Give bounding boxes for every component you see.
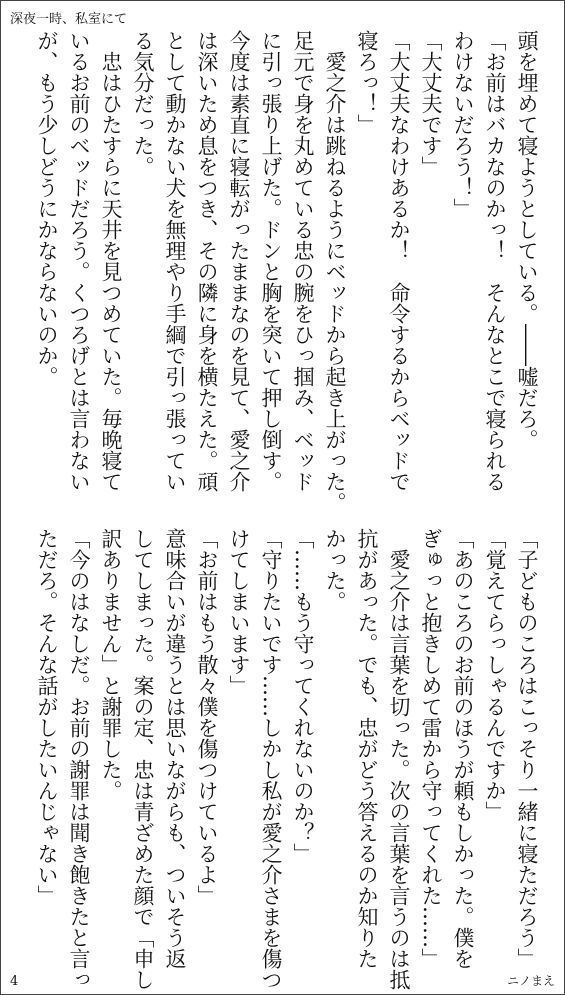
text-line: してしまった。案の定、忠は青ざめた顔で「申し (131, 528, 155, 990)
text-line: わけないだろう！」 (451, 30, 475, 219)
running-header: 深夜一時、私室にて (10, 12, 128, 27)
text-line: として動かない犬を無理やり手綱で引っ張ってい (163, 30, 187, 492)
text-line: 「お前はもう散々僕を傷つけているよ」 (195, 528, 219, 906)
text-line: に引っ張り上げた。ドンと胸を突いて押し倒す。 (259, 30, 283, 492)
text-line: は深いため息をつき、その隣に身を横たえた。頑 (195, 30, 219, 492)
text-line: 愛之介は言葉を切った。次の言葉を言うのは抵 (387, 528, 411, 990)
text-block-upper (21, 30, 543, 513)
text-line: 今度は素直に寝転がったままなのを見て、愛之介 (227, 30, 251, 492)
text-line: けてしまいます」 (227, 528, 251, 696)
text-line: ただろ。そんな話がしたいんじゃない」 (35, 528, 59, 906)
text-line: 「覚えてらっしゃるんですか」 (483, 528, 507, 822)
text-line: 「大丈夫です」 (419, 30, 443, 177)
text-line: 足元で身を丸めている忠の腕をひっ掴み、ベッド (291, 30, 315, 492)
page-number: 4 (10, 974, 19, 989)
text-line: 抗があった。でも、忠がどう答えるのか知りた (355, 528, 379, 969)
text-line: 寝ろっ！」 (355, 30, 379, 135)
text-line: 「……もう守ってくれないのか？」 (291, 528, 315, 864)
text-line: 「あのころのお前のほうが頼もしかった。僕を (451, 528, 475, 969)
book-title: ニノまえ (506, 974, 555, 988)
text-line: 訳ありません」と謝罪した。 (99, 528, 123, 801)
text-line: 「大丈夫なわけあるか！ 命令するからベッドで (387, 30, 411, 492)
text-line: 「今のはなしだ。お前の謝罪は聞き飽きたと言っ (67, 528, 91, 990)
text-line: が、もう少しどうにかならないのか。 (35, 30, 59, 387)
text-line: ぎゅっと抱きしめて雷から守ってくれた……」 (419, 528, 443, 969)
text-line: いるお前のベッドだろう。くつろげとは言わない (67, 30, 91, 492)
text-line: 頭を埋めて寝ようとしている。――嘘だろ。 (515, 30, 539, 450)
text-line: 意味合いが違うとは思いながらも、ついそう返 (163, 528, 187, 969)
text-line: 「子どものころはこっそり一緒に寝ただろう」 (515, 528, 539, 969)
text-line: 「守りたいです……しかし私が愛之介さまを傷つ (259, 528, 283, 990)
text-line: る気分だった。 (131, 30, 155, 177)
text-line: 忠はひたすらに天井を見つめていた。毎晩寝て (99, 30, 123, 492)
text-line: 「お前はバカなのかっ！ そんなとこで寝られる (483, 30, 507, 492)
text-line: かった。 (323, 528, 347, 612)
text-line: 愛之介は跳ねるようにベッドから起き上がった。 (323, 30, 347, 513)
